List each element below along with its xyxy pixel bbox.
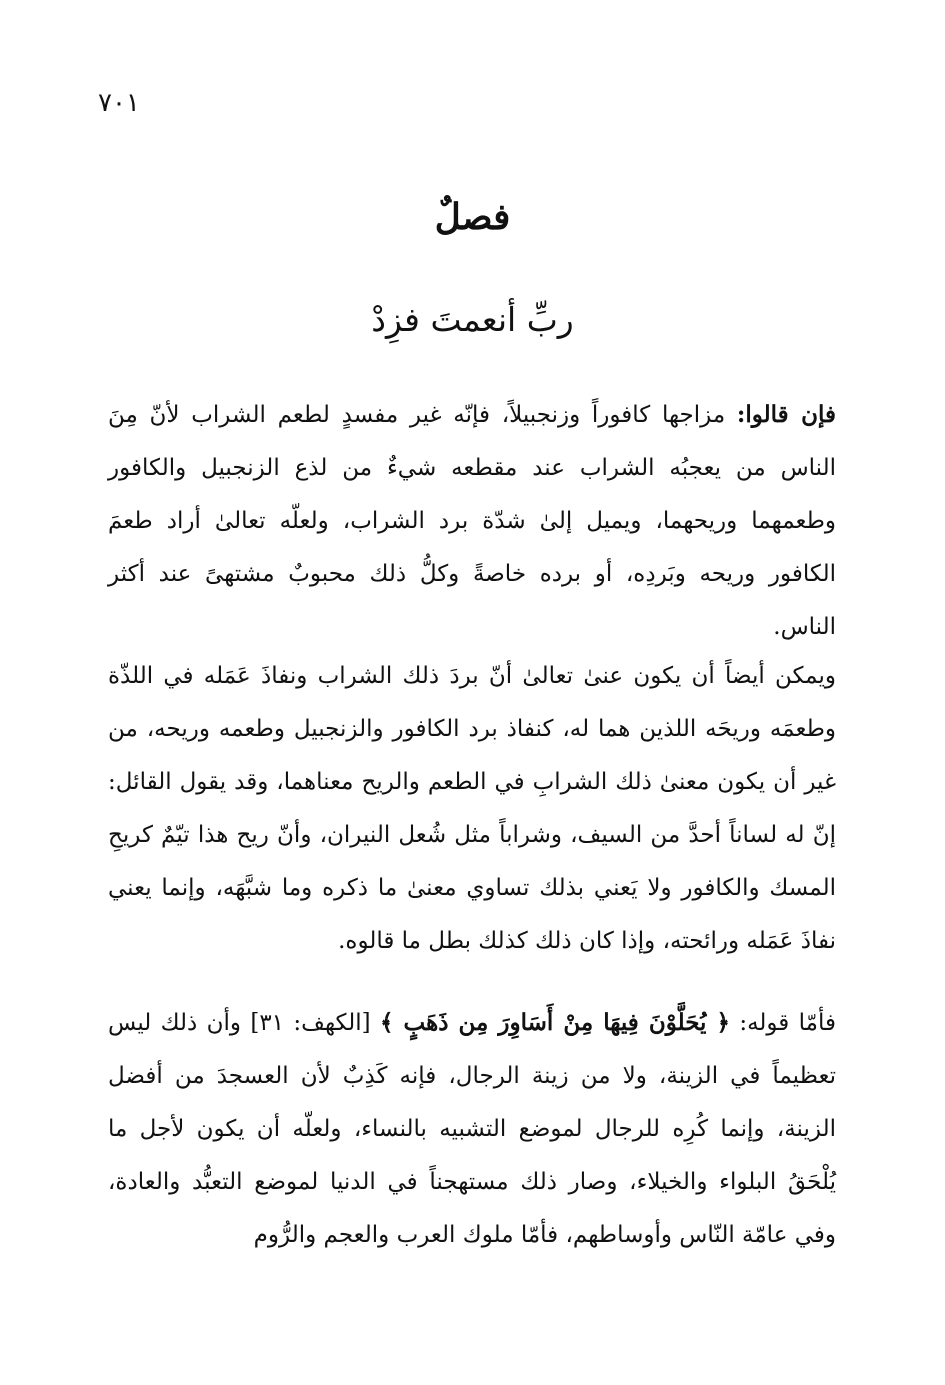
- section-subtitle: ربِّ أنعمتَ فزِدْ: [371, 300, 574, 339]
- paragraph-1: [108, 388, 836, 654]
- verse-citation: [الكهف: ٣١]: [241, 1010, 380, 1036]
- paragraph-2: [108, 650, 836, 968]
- paragraph-3: [108, 996, 836, 1262]
- paragraph-3-before: فأمّا قوله:: [729, 1010, 836, 1036]
- paragraph-1-lead: فإن قالوا:: [736, 401, 836, 428]
- paragraph-3-after: وأن ذلك ليس تعظيماً في الزينة، ولا من زينة الرجال، فإنه كَذِبٌ لأن العسجدَ من أفضل الزينة، وإنما كُرِه للرجال لموضع التشبيه بالنساء، ولعلّه أن يكون لأجل ما يُلْحَقُ البلواء والخيلاء، وصار ذلك مستهجناً في الدنيا لموضع التعبُّد والعادة، وفي عامّة النّاس وأوساطهم، فأمّا ملوك العرب والعجم والرُّوم: [108, 1010, 836, 1248]
- page-number: ٧٠١: [98, 88, 140, 118]
- paragraph-2-text: ويمكن أيضاً أن يكون عنىٰ تعالىٰ أنّ بردَ ذلك الشراب ونفاذَ عَمَله في اللذّة وطعمَه وريحَه اللذين هما له، كنفاذ برد الكافور والزنجبيل وطعمه وريحه، من غير أن يكون معنىٰ ذلك الشرابِ في الطعم والريح معناهما، وقد يقول القائل: إنّ له لساناً أحدَّ من السيف، وشراباً مثل شُعل النيران، وأنّ ريح هذا تيّمٌ كريحِ المسك والكافور ولا يَعني بذلك تساوي معنىٰ ما ذكره وما شبَّهَه، وإنما يعني نفاذَ عَمَله ورائحته، وإذا كان ذلك كذلك بطل ما قالوه.: [108, 663, 836, 954]
- quran-verse: ﴿ يُحَلَّوْنَ فِيهَا مِنْ أَسَاوِرَ مِن ذَهَبٍ ﴾: [380, 1009, 730, 1036]
- section-title: فصلٌ: [434, 196, 511, 238]
- paragraph-1-text: مزاجها كافوراً وزنجبيلاً، فإنّه غير مفسدٍ لطعم الشراب لأنّ مِنَ الناس من يعجبُه الشراب عند مقطعه شيءٌ من لذع الزنجبيل والكافور وطعمهما وريحهما، ويميل إلىٰ شدّة برد الشراب، ولعلّه تعالىٰ أراد طعمَ الكافور وريحه وبَردِه، أو برده خاصةً وكلُّ ذلك محبوبٌ مشتهىً عند أكثر الناس.: [108, 402, 836, 640]
